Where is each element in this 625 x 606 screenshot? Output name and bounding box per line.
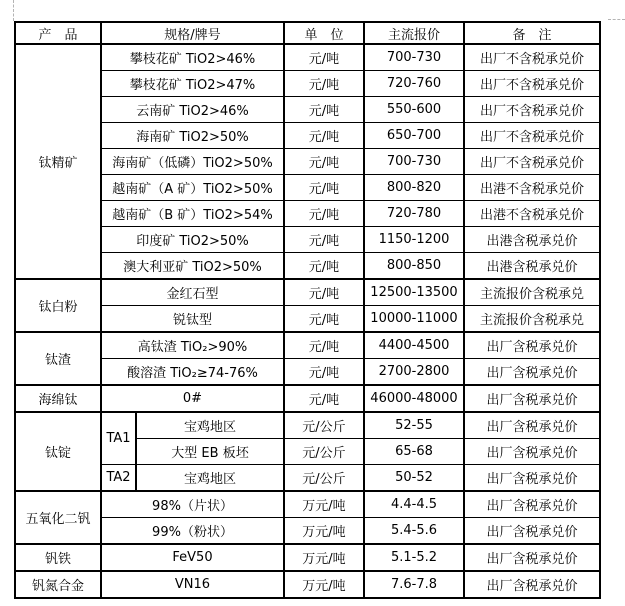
price-cell: 700-730 [364,149,464,175]
spec-cell: 大型 EB 板坯 [136,439,284,465]
spec-cell: FeV50 [101,544,284,571]
spec-cell: 宝鸡地区 [136,465,284,492]
note-cell: 出港不含税承兑价 [464,201,600,227]
note-cell: 出厂不含税承兑价 [464,71,600,97]
spec-cell: 98%（片状） [101,491,284,518]
spec-cell: 0# [101,385,284,412]
note-cell: 出厂含税承兑价 [464,518,600,545]
unit-cell: 元/吨 [284,359,364,386]
note-cell: 出厂含税承兑价 [464,491,600,518]
header-row [15,22,600,44]
price-cell: 46000-48000 [364,385,464,412]
price-cell: 65-68 [364,439,464,465]
unit-cell: 万元/吨 [284,491,364,518]
note-cell: 出港含税承兑价 [464,253,600,280]
spec-cell: 高钛渣 TiO₂>90% [101,332,284,359]
grade-cell: TA1 [101,412,136,465]
table-row [15,518,600,545]
table-row [15,44,600,71]
unit-cell: 元/吨 [284,306,364,333]
table-row [15,385,600,412]
price-cell: 5.1-5.2 [364,544,464,571]
note-cell: 出厂含税承兑价 [464,359,600,386]
spec-cell: 越南矿（A 矿）TiO2>50% [101,175,284,201]
spec-cell: 酸溶渣 TiO₂≥74-76% [101,359,284,386]
spec-cell: 海南矿（低磷）TiO2>50% [101,149,284,175]
price-cell: 5.4-5.6 [364,518,464,545]
price-cell: 800-850 [364,253,464,280]
spec-cell: 云南矿 TiO2>46% [101,97,284,123]
table-row [15,97,600,123]
price-cell: 720-780 [364,201,464,227]
note-cell: 出厂含税承兑价 [464,465,600,492]
note-cell: 出厂不含税承兑价 [464,44,600,71]
unit-cell: 元/吨 [284,279,364,306]
unit-cell: 元/吨 [284,175,364,201]
price-cell: 4.4-4.5 [364,491,464,518]
price-cell: 1150-1200 [364,227,464,253]
page-break-horizontal-dashed-line [608,19,625,20]
price-cell: 12500-13500 [364,279,464,306]
table-row [15,149,600,175]
product-cell: 钛锭 [15,412,101,491]
note-cell: 出港不含税承兑价 [464,175,600,201]
unit-cell: 元/公斤 [284,412,364,439]
table-row [15,227,600,253]
unit-cell: 元/吨 [284,201,364,227]
note-cell: 出厂含税承兑价 [464,439,600,465]
note-cell: 出厂含税承兑价 [464,544,600,571]
price-cell: 4400-4500 [364,332,464,359]
spec-cell: VN16 [101,571,284,598]
unit-cell: 元/公斤 [284,439,364,465]
table-row [15,544,600,571]
header-price: 主流报价 [364,22,464,44]
product-cell: 钛白粉 [15,279,101,332]
table-row [15,491,600,518]
grade-cell: TA2 [101,465,136,492]
spec-cell: 99%（粉状） [101,518,284,545]
price-cell: 650-700 [364,123,464,149]
header-spec: 规格/牌号 [101,22,284,44]
spec-cell: 攀枝花矿 TiO2>47% [101,71,284,97]
unit-cell: 元/吨 [284,149,364,175]
unit-cell: 元/吨 [284,385,364,412]
unit-cell: 元/吨 [284,123,364,149]
spec-cell: 金红石型 [101,279,284,306]
table-row [15,306,600,333]
note-cell: 出厂含税承兑价 [464,385,600,412]
price-cell: 52-55 [364,412,464,439]
header-unit: 单 位 [284,22,364,44]
unit-cell: 元/吨 [284,71,364,97]
product-cell: 钒氮合金 [15,571,101,598]
spec-cell: 海南矿 TiO2>50% [101,123,284,149]
unit-cell: 元/吨 [284,44,364,71]
page-break-vertical-dashed-line [13,0,14,21]
price-table [14,21,601,599]
header-product: 产 品 [15,22,101,44]
spec-cell: 印度矿 TiO2>50% [101,227,284,253]
price-cell: 800-820 [364,175,464,201]
table-row [15,175,600,201]
price-cell: 7.6-7.8 [364,571,464,598]
product-cell: 海绵钛 [15,385,101,412]
table-row [15,332,600,359]
unit-cell: 万元/吨 [284,571,364,598]
note-cell: 出厂不含税承兑价 [464,149,600,175]
table-row [15,253,600,280]
header-note: 备 注 [464,22,600,44]
price-cell: 550-600 [364,97,464,123]
spec-cell: 锐钛型 [101,306,284,333]
spec-cell: 越南矿（B 矿）TiO2>54% [101,201,284,227]
price-cell: 2700-2800 [364,359,464,386]
note-cell: 出港含税承兑价 [464,227,600,253]
spec-cell: 宝鸡地区 [136,412,284,439]
note-cell: 主流报价含税承兑 [464,279,600,306]
table-row [15,279,600,306]
table-row [15,123,600,149]
unit-cell: 元/吨 [284,97,364,123]
product-cell: 钒铁 [15,544,101,571]
price-cell: 720-760 [364,71,464,97]
product-cell: 钛渣 [15,332,101,385]
table-row [15,359,600,386]
table-row [15,465,600,492]
unit-cell: 万元/吨 [284,518,364,545]
note-cell: 出厂不含税承兑价 [464,123,600,149]
price-cell: 10000-11000 [364,306,464,333]
table-body [15,44,600,598]
note-cell: 出厂含税承兑价 [464,571,600,598]
spec-cell: 澳大利亚矿 TiO2>50% [101,253,284,280]
product-cell: 五氧化二钒 [15,491,101,544]
product-cell: 钛精矿 [15,44,101,279]
note-cell: 出厂含税承兑价 [464,412,600,439]
table-row [15,71,600,97]
price-cell: 50-52 [364,465,464,492]
table-row [15,571,600,598]
table-row [15,412,600,439]
table-row [15,201,600,227]
unit-cell: 元/吨 [284,253,364,280]
note-cell: 主流报价含税承兑 [464,306,600,333]
price-cell: 700-730 [364,44,464,71]
unit-cell: 万元/吨 [284,544,364,571]
unit-cell: 元/公斤 [284,465,364,492]
unit-cell: 元/吨 [284,227,364,253]
note-cell: 出厂不含税承兑价 [464,97,600,123]
unit-cell: 元/吨 [284,332,364,359]
note-cell: 出厂含税承兑价 [464,332,600,359]
spec-cell: 攀枝花矿 TiO2>46% [101,44,284,71]
